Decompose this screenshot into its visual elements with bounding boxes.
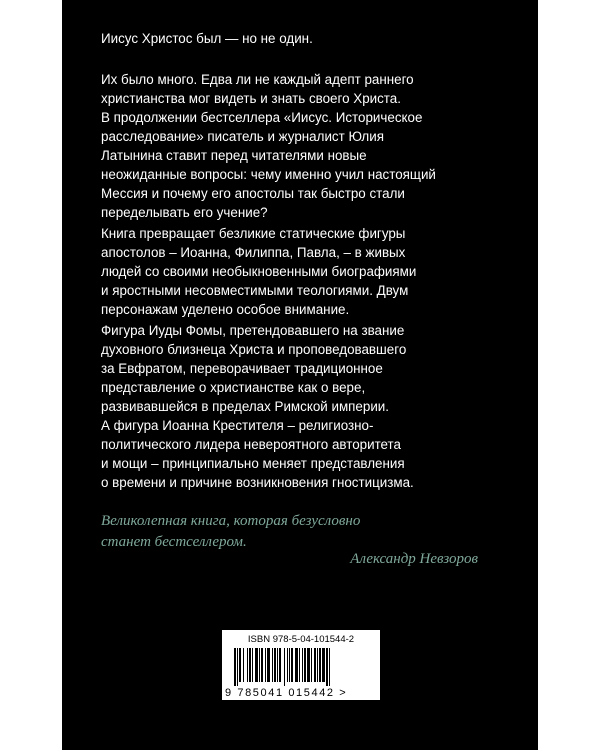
text-line: христианства мог видеть и знать своего Христа. [101,91,401,106]
barcode-bar [274,648,276,682]
barcode-bar [299,648,300,682]
barcode-bar [317,648,318,682]
text-line: переделывать его учение? [101,205,268,220]
barcode-bar [311,648,312,682]
barcode-bar [287,648,288,682]
text-line: Фигура Иуды Фомы, претендовавшего на звание [101,323,405,338]
paragraph-intro [101,29,521,48]
quote-line: Великолепная книга, которая безусловно [101,513,361,529]
book-back-cover [62,0,538,750]
barcode-digits: 9 785041 015442 > [225,687,348,699]
barcode-bar [237,648,238,686]
barcode-bar [326,648,328,686]
text-line: Латынина ставит перед читателями новые [101,148,367,163]
text-line: и яростными несовместимыми теологиями. Двум [101,283,409,298]
barcode-bar [265,648,266,682]
text-line: за Евфратом, переворачивает традиционное [101,361,383,376]
barcode-bar [314,648,316,682]
isbn-barcode [220,628,382,702]
barcode-bar [267,648,270,682]
text-line: развивавшейся в пределах Римской империи. [101,399,389,414]
barcode-bar [272,648,273,682]
barcode-bar [255,648,258,682]
barcode-bar [252,648,253,682]
barcode-bar [329,648,330,686]
barcode-bar [249,648,251,682]
barcode-bar [239,648,241,682]
text-line: Иисус Христос был — но не один. [101,31,313,46]
text-line: Их было много. Едва ли не каждый адепт раннего [101,72,414,87]
paragraph-figures [101,321,521,492]
barcode-bar [295,648,298,682]
barcode-bar [234,648,236,686]
barcode-bar [319,648,321,682]
barcode-bar [307,648,310,682]
text-line: духовного близнеца Христа и проповедовавшего [101,342,407,357]
barcode-bar [279,648,281,682]
paragraph-description [101,70,521,222]
text-line: расследование» писатель и журналист Юлия [101,129,384,144]
barcode-bar [284,648,285,686]
review-quote [101,511,521,553]
text-line: персонажам уделено особое внимание. [101,302,350,317]
text-line: апостолов – Иоанна, Филиппа, Павла, – в живых [101,245,406,260]
paragraph-apostles [101,224,521,319]
quote-author: Александр Невзоров [350,551,478,567]
text-line: А фигура Иоанна Крестителя – религиозно- [101,418,374,433]
barcode-bar [259,648,260,682]
text-line: В продолжении бестселлера «Иисус. Историческое [101,110,423,125]
text-line: неожиданные вопросы: чему именно учил настоящий [101,167,436,182]
text-line: о времени и причине возникновения гностицизма. [101,475,414,490]
barcode-bar [304,648,306,682]
barcode-bar [302,648,303,682]
barcode-bar [289,648,290,682]
text-line: и мощи – принципиально меняет представления [101,456,405,471]
barcode-bar [291,648,293,682]
barcode-bar [261,648,263,682]
barcode-bar [247,648,248,682]
barcode-bar [243,648,244,682]
text-line: людей со своими необыкновенными биографиями [101,264,417,279]
text-line: представление о христианстве как о вере, [101,380,366,395]
text-line: политического лидера невероятного авторитета [101,437,401,452]
text-line: Мессия и почему его апостолы так быстро стали [101,186,405,201]
barcode-bar [277,648,278,682]
isbn-number: ISBN 978-5-04-101544-2 [247,634,355,645]
barcode-bar [322,648,325,682]
text-line: Книга превращает безликие статические фигуры [101,226,406,241]
quote-line: станет бестселлером. [101,534,247,550]
barcode-bars [234,648,372,686]
